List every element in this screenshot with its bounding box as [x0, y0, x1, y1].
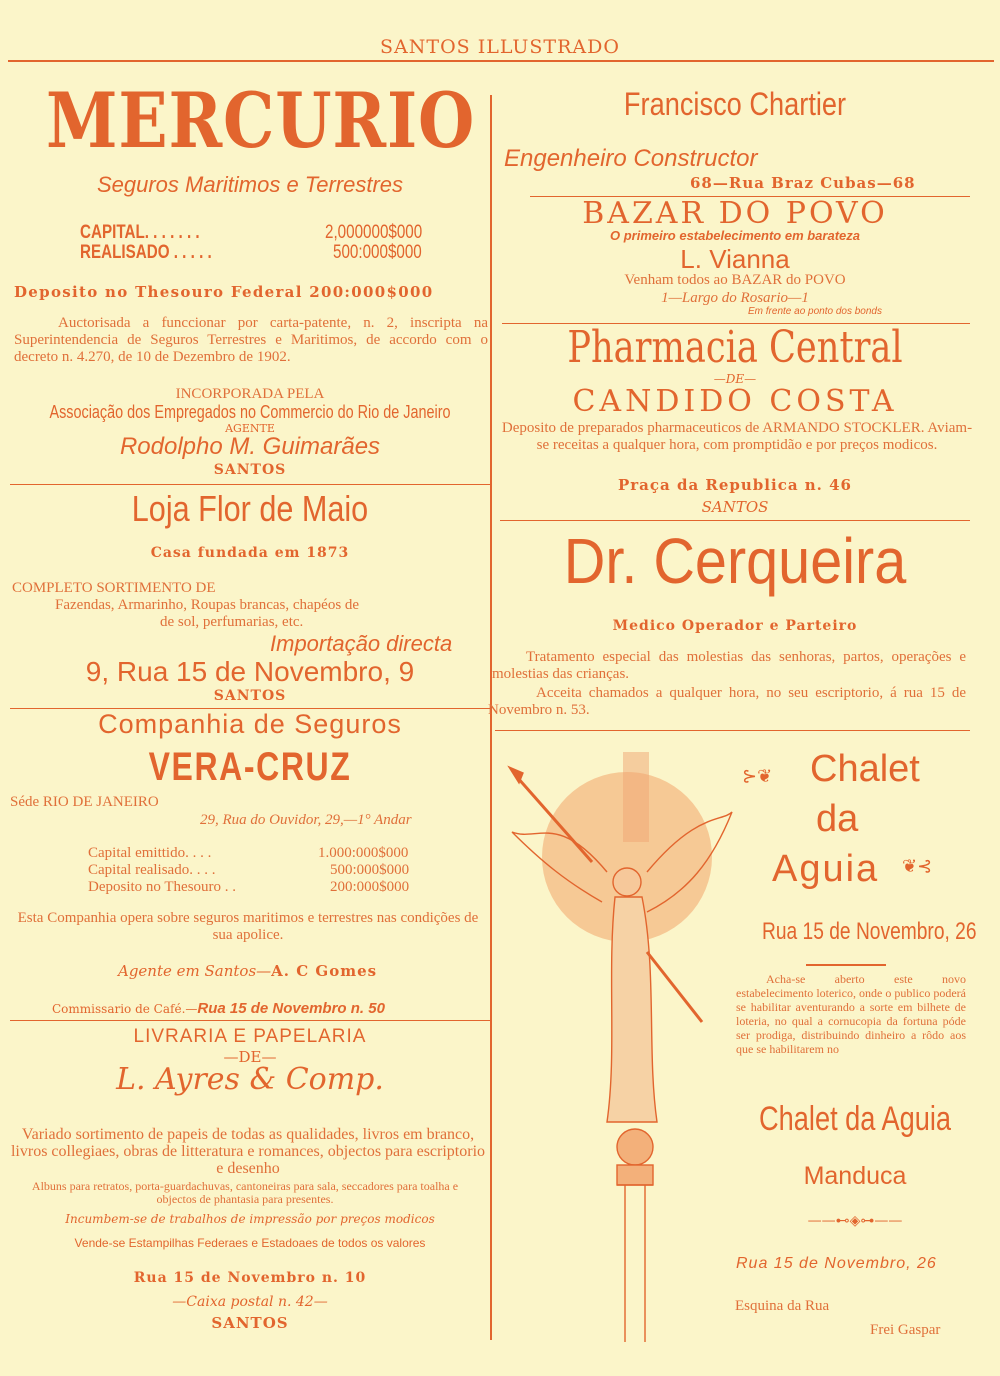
bazar-tagline: O primeiro estabelecimento em barateza — [610, 228, 860, 243]
loja-title: Loja Flor de Maio — [131, 488, 369, 529]
livraria-caixa: —Caixa postal n. 42— — [172, 1294, 328, 1310]
capital-row-value: 500:000$000 — [330, 862, 410, 878]
chalet-address2: Rua 15 de Novembro, 26 — [736, 1255, 937, 1272]
divider — [500, 520, 970, 521]
bazar-name: BAZAR DO POVO — [582, 196, 888, 231]
commissario-label: Commissario de Café.— — [52, 1002, 198, 1016]
chalet-corner2: Frei Gaspar — [870, 1322, 941, 1338]
angel-illustration — [497, 752, 737, 1342]
header-rule — [8, 60, 994, 62]
divider — [10, 1020, 490, 1021]
commissario-address: Rua 15 de Novembro n. 50 — [197, 1000, 385, 1017]
cerqueira-name: Dr. Cerqueira — [563, 525, 907, 597]
divider — [806, 964, 886, 966]
loja-city: SANTOS — [213, 688, 287, 704]
capital-row-label: Capital realisado. . . . — [88, 862, 216, 878]
ornament-icon: ⊱❦ — [742, 766, 773, 787]
loja-import: Importação directa — [270, 631, 453, 656]
incorporada-label: INCORPORADA PELA — [175, 386, 325, 402]
page-header-title: SANTOS ILLUSTRADO — [380, 36, 620, 58]
livraria-text: Variado sortimento de papeis de todas as qualidades, livros em branco, livros collegiaes, obras de litteratura e romances, objectos para escriptorio e desenho — [10, 1126, 486, 1177]
capital-row-value: 1.000:000$000 — [318, 845, 409, 861]
veracruz-agent — [118, 962, 377, 980]
mercurio-text: Auctorisada a funccionar por carta-patente, n. 2, inscripta na Superintendencia de Seguros Terrestres e Maritimos, de accordo com o decreto n. 4.270, de 10 de Dezembro de 1902. — [14, 315, 488, 365]
chartier-name: Francisco Chartier — [623, 86, 847, 122]
chalet-line1: Chalet — [810, 748, 920, 790]
veracruz-title: Companhia de Seguros — [98, 709, 402, 739]
chalet-corner1: Esquina da Rua — [735, 1298, 830, 1314]
livraria-albuns: Albuns para retratos, porta-guardachuvas, cantoneiras para sala, seccadores para toalha e objectos de phantasia para presentes. — [31, 1179, 459, 1206]
associacao-name: Associação dos Empregados no Commercio do Rio de Janeiro — [49, 402, 451, 422]
veracruz-commissario — [52, 998, 385, 1017]
chalet-name: Chalet da Aguia — [759, 1100, 952, 1138]
chalet-line2: da — [816, 798, 859, 840]
realisado-label: REALISADO . . . . . — [80, 242, 212, 263]
loja-line1: COMPLETO SORTIMENTO DE — [12, 580, 216, 596]
cerqueira-text2: Acceita chamados a qualquer hora, no seu escriptorio, á rua 15 de Novembro n. 53. — [488, 685, 966, 718]
chartier-role: Engenheiro Constructor — [504, 145, 758, 172]
bazar-line1: Venham todos ao BAZAR do POVO — [624, 272, 846, 288]
chalet-text: Acha-se aberto este novo estabelecimento loterico, onde o publico poderá se habilitar aventurando a sorte em bilhete de loteria, no qual a cornucopia da fortuna póde ser prodiga, distribuindo dinheiro a rôdo aos que se habilitarem no — [736, 972, 966, 1056]
pharmacia-address: Praça da Republica n. 46 — [618, 476, 852, 494]
agent-label: Agente em Santos— — [118, 962, 272, 980]
ornament-icon: ——⊷◈⊶—— — [807, 1213, 903, 1229]
livraria-name: L. Ayres & Comp. — [116, 1062, 384, 1097]
chalet-owner: Manduca — [803, 1162, 907, 1190]
livraria-de: —DE— — [223, 1048, 277, 1066]
agente-label: AGENTE — [225, 422, 275, 435]
capital-row-label: Capital emittido. . . . — [88, 845, 212, 861]
bazar-owner: L. Vianna — [680, 244, 790, 274]
mercurio-deposito: Deposito no Thesouro Federal 200:000$000 — [14, 283, 434, 301]
chalet-address: Rua 15 de Novembro, 26 — [762, 918, 977, 945]
veracruz-name: VERA-CRUZ — [148, 745, 352, 789]
livraria-title: LIVRARIA E PAPELARIA — [133, 1026, 367, 1047]
divider — [10, 484, 490, 485]
pharmacia-city: SANTOS — [701, 498, 769, 516]
loja-line3: de sol, perfumarias, etc. — [160, 614, 304, 630]
pharmacia-owner: CANDIDO COSTA — [572, 384, 898, 419]
agent-name: Rodolpho M. Guimarães — [119, 433, 381, 460]
realisado-value: 500:000$000 — [333, 242, 422, 263]
veracruz-address: 29, Rua do Ouvidor, 29,—1° Andar — [200, 812, 412, 828]
capital-label: CAPITAL. . . . . . . — [80, 222, 200, 243]
livraria-estampilhas: Vende-se Estampilhas Federaes e Estadoaes de todos os valores — [74, 1236, 426, 1250]
bazar-note: Em frente ao ponto dos bonds — [748, 306, 882, 317]
ornament-icon: ❦⊰ — [902, 856, 933, 877]
capital-row-value: 200:000$000 — [330, 879, 410, 895]
capital-value: 2,000000$000 — [325, 222, 423, 243]
loja-line2: Fazendas, Armarinho, Roupas brancas, chapéos de — [55, 597, 360, 613]
pharmacia-name: Pharmacia Central — [567, 322, 903, 373]
livraria-city: SANTOS — [211, 1314, 289, 1332]
divider — [495, 730, 970, 731]
pharmacia-de: —DE— — [713, 372, 757, 386]
cerqueira-text1: Tratamento especial das molestias das senhoras, partos, operações e molestias das crianças. — [492, 649, 966, 682]
livraria-address: Rua 15 de Novembro n. 10 — [133, 1270, 367, 1286]
mercurio-subtitle: Seguros Maritimos e Terrestres — [96, 172, 404, 197]
chartier-address: 68—Rua Braz Cubas—68 — [690, 174, 916, 192]
chalet-line3: Aguia — [772, 848, 880, 890]
veracruz-sede: Séde RIO DE JANEIRO — [10, 794, 159, 810]
loja-address: 9, Rua 15 de Novembro, 9 — [85, 656, 415, 687]
mercurio-city: SANTOS — [213, 462, 287, 478]
pharmacia-text: Deposito de preparados pharmaceuticos de ARMANDO STOCKLER. Aviam-se receitas a qualquer hora, com promptidão e por preços modicos. — [501, 420, 973, 453]
agent-name: A. C Gomes — [271, 962, 378, 980]
loja-founded: Casa fundada em 1873 — [150, 545, 350, 561]
capital-row-label: Deposito no Thesouro . . — [88, 879, 237, 895]
bazar-address: 1—Largo do Rosario—1 — [661, 290, 809, 306]
cerqueira-role: Medico Operador e Parteiro — [612, 618, 858, 634]
mercurio-title: MERCURIO — [46, 76, 476, 165]
veracruz-text: Esta Companhia opera sobre seguros maritimos e terrestres nas condições de sua apolice. — [17, 910, 479, 943]
livraria-impressao: Incumbem-se de trabalhos de impressão por preços modicos — [65, 1212, 435, 1226]
